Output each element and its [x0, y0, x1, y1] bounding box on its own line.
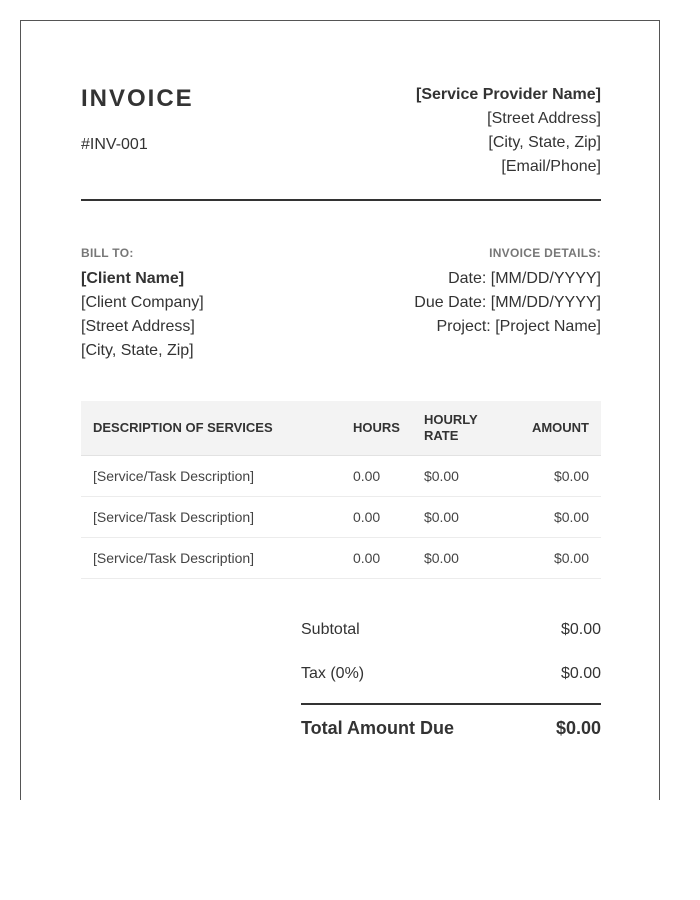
row-rate: $0.00	[412, 497, 520, 538]
invoice-sheet	[20, 20, 660, 800]
client-company: [Client Company]	[81, 294, 204, 311]
client-name: [Client Name]	[81, 270, 185, 287]
provider-address: [Street Address]	[487, 110, 601, 127]
row-hours: 0.00	[341, 456, 412, 497]
totals-block	[301, 615, 601, 743]
row-description: [Service/Task Description]	[81, 497, 341, 538]
header-hours: HOURS	[341, 401, 412, 456]
table-header-row	[81, 401, 601, 456]
row-amount: $0.00	[520, 456, 601, 497]
table-row	[81, 456, 601, 497]
row-hours: 0.00	[341, 497, 412, 538]
invoice-content	[81, 21, 601, 738]
total-label: Total Amount Due	[301, 718, 454, 738]
row-description: [Service/Task Description]	[81, 456, 341, 497]
table-row	[81, 497, 601, 538]
invoice-date: Date: [MM/DD/YYYY]	[448, 270, 601, 287]
invoice-project: Project: [Project Name]	[436, 318, 601, 335]
services-table	[81, 401, 601, 579]
header-amount: AMOUNT	[520, 401, 601, 456]
row-rate: $0.00	[412, 456, 520, 497]
client-address: [Street Address]	[81, 318, 195, 335]
row-amount: $0.00	[520, 497, 601, 538]
subtotal-label: Subtotal	[301, 621, 360, 638]
provider-block	[416, 83, 601, 179]
provider-contact: [Email/Phone]	[501, 158, 601, 175]
row-hours: 0.00	[341, 538, 412, 579]
bill-to-label: BILL TO:	[81, 246, 134, 260]
subtotal-value: $0.00	[560, 621, 601, 638]
subtotal-row	[301, 615, 601, 659]
invoice-details-label: INVOICE DETAILS:	[489, 246, 601, 260]
table-row	[81, 538, 601, 579]
bill-to-block	[81, 245, 204, 363]
header-description: DESCRIPTION OF SERVICES	[81, 401, 341, 456]
total-row	[301, 705, 601, 743]
client-city: [City, State, Zip]	[81, 342, 194, 359]
tax-row	[301, 659, 601, 703]
row-amount: $0.00	[520, 538, 601, 579]
total-value: $0.00	[555, 718, 601, 738]
invoice-details-block	[414, 245, 601, 339]
header-rate: HOURLY RATE	[412, 401, 520, 456]
row-description: [Service/Task Description]	[81, 538, 341, 579]
provider-city: [City, State, Zip]	[488, 134, 601, 151]
tax-label: Tax (0%)	[301, 665, 365, 682]
provider-name: [Service Provider Name]	[416, 86, 601, 103]
invoice-info	[81, 201, 601, 401]
invoice-title: INVOICE	[81, 85, 194, 112]
invoice-due-date: Due Date: [MM/DD/YYYY]	[414, 294, 601, 311]
row-rate: $0.00	[412, 538, 520, 579]
invoice-number: #INV-001	[81, 136, 148, 153]
invoice-header	[81, 21, 601, 201]
tax-value: $0.00	[560, 665, 601, 682]
